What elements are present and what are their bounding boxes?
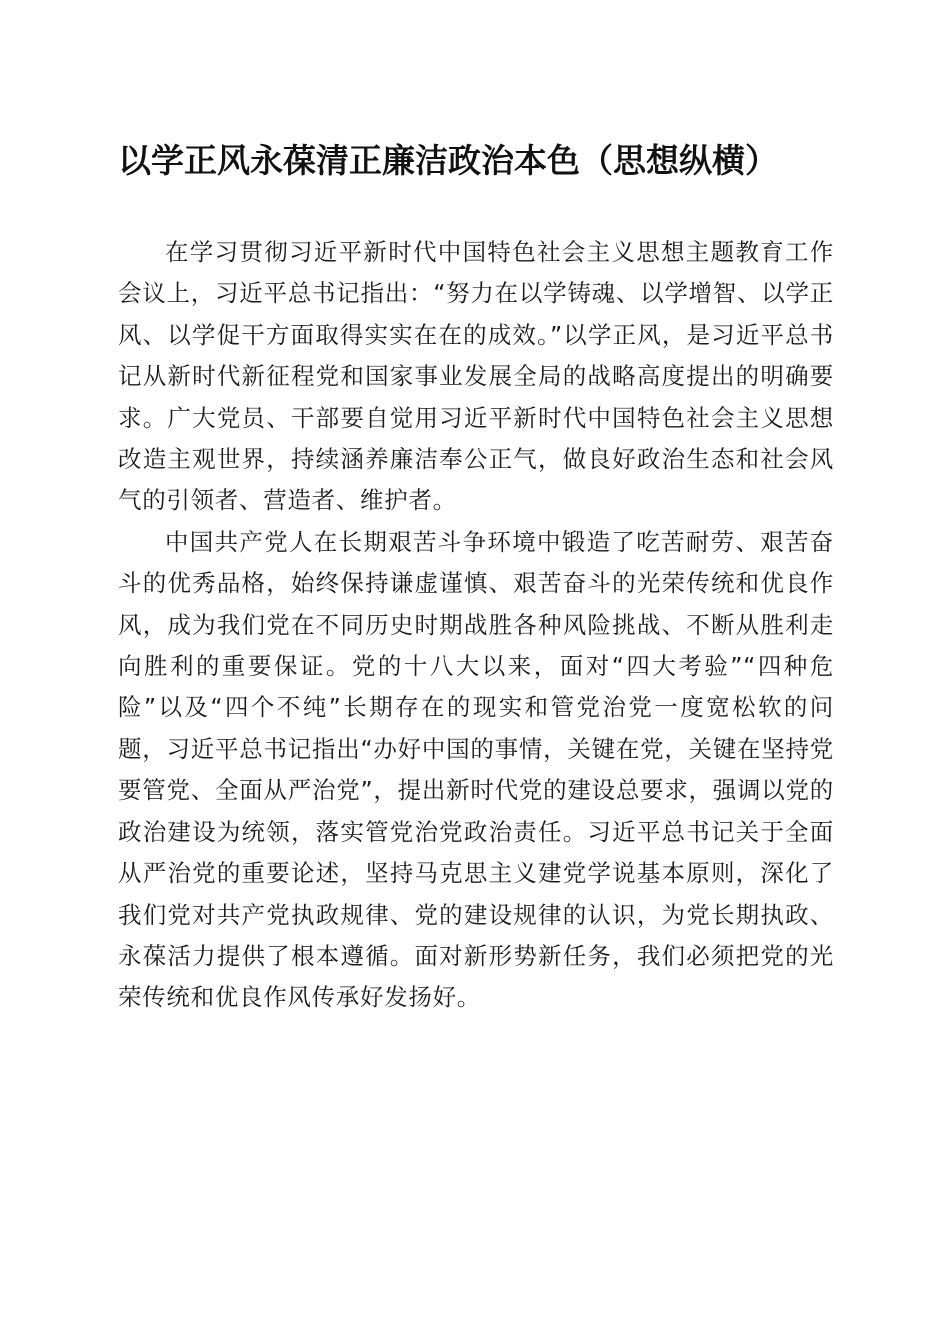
paragraph-2: 中国共产党人在长期艰苦斗争环境中锻造了吃苦耐劳、艰苦奋斗的优秀品格，始终保持谦虚谨慎、艰苦奋斗的光荣传统和优良作风，成为我们党在不同历史时期战胜各种风险挑战、不断从胜利走向胜利的重要保证。党的十八大以来，面对“四大考验”“四种危险”以及“四个不纯”长期存在的现实和管党治党一度宽松软的问题，习近平总书记指出“办好中国的事情，关键在党，关键在坚持党要管党、全面从严治党”，提出新时代党的建设总要求，强调以党的政治建设为统领，落实管党治党政治责任。习近平总书记关于全面从严治党的重要论述，坚持马克思主义建党学说基本原则，深化了我们党对共产党执政规律、党的建设规律的认识，为党长期执政、永葆活力提供了根本遵循。面对新形势新任务，我们必须把党的光荣传统和优良作风传承好发扬好。 [118,527,834,1012]
document-title: 以学正风永葆清正廉洁政治本色（思想纵横） [118,141,778,180]
document-body [118,232,834,1019]
paragraph-1: 在学习贯彻习近平新时代中国特色社会主义思想主题教育工作会议上，习近平总书记指出：“努力在以学铸魂、以学增智、以学正风、以学促干方面取得实实在在的成效。”以学正风，是习近平总书记从新时代新征程党和国家事业发展全局的战略高度提出的明确要求。广大党员、干部要自觉用习近平新时代中国特色社会主义思想改造主观世界，持续涵养廉洁奉公正气，做良好政治生态和社会风气的引领者、营造者、维护者。 [118,238,834,515]
